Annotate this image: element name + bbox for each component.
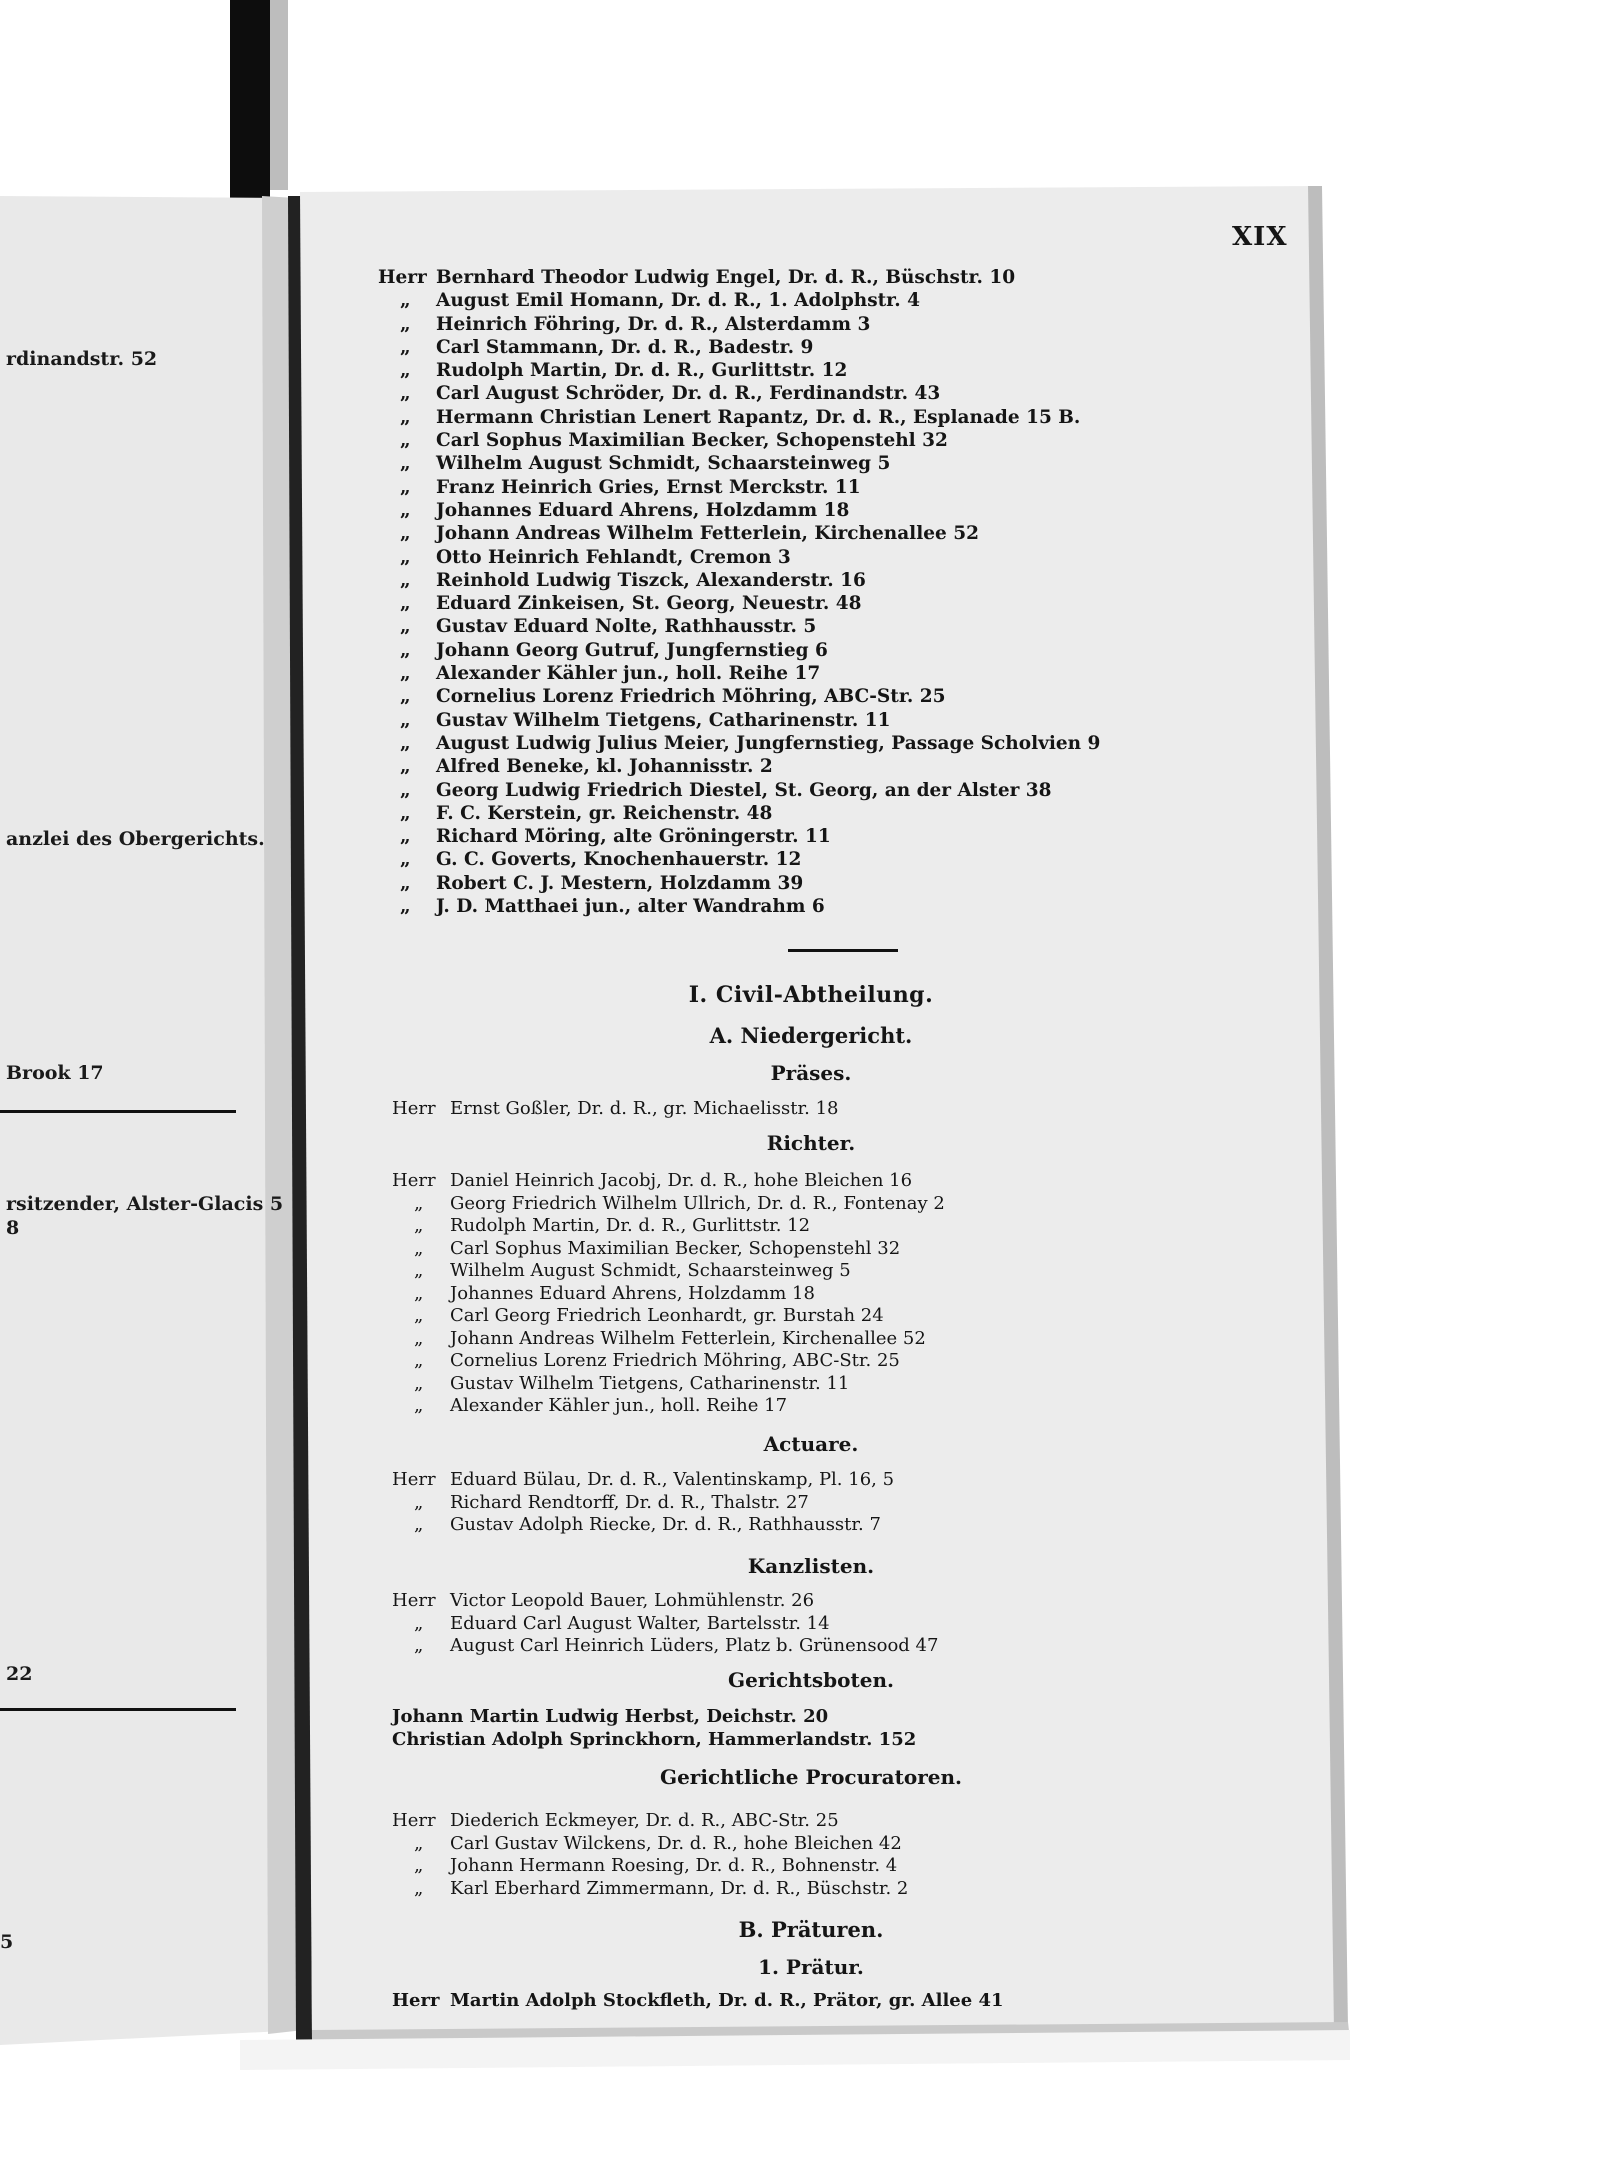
entry-prefix: „ [414,1215,424,1236]
left-divider [0,1110,236,1113]
left-fragment: anzlei des Obergerichts. [6,828,265,850]
entry-text: Gustav Adolph Riecke, Dr. d. R., Rathhausstr. 7 [450,1514,881,1535]
list-item [378,313,1100,336]
entry-prefix: „ [400,499,411,521]
list-item [378,522,1100,545]
list-item [392,1833,908,1856]
entry-text: Diederich Eckmeyer, Dr. d. R., ABC-Str. 25 [450,1810,839,1831]
list-item [392,1990,1004,2013]
entry-prefix: „ [400,756,411,778]
entry-prefix: „ [414,1237,424,1259]
list-item [392,1238,945,1261]
list-item [378,592,1100,615]
list-item [392,1855,908,1878]
entry-text: Christian Adolph Sprinckhorn, Hammerlandstr. 152 [392,1728,917,1750]
entry-text: August Ludwig Julius Meier, Jungfernstieg, Passage Scholvien 9 [436,732,1101,754]
entry-prefix: „ [400,663,411,685]
richter-list [392,1170,945,1418]
entry-prefix: „ [400,430,411,452]
entry-text: Johann Andreas Wilhelm Fetterlein, Kirchenallee 52 [436,523,979,545]
entry-prefix: „ [400,523,411,545]
entry-prefix: „ [414,1491,424,1513]
entry-text: Eduard Bülau, Dr. d. R., Valentinskamp, Pl. 16, 5 [450,1469,895,1490]
list-item [392,1492,894,1515]
entry-prefix: „ [400,639,411,661]
entry-text: Richard Rendtorff, Dr. d. R., Thalstr. 27 [450,1491,809,1513]
entry-text: Johann Martin Ludwig Herbst, Deichstr. 20 [392,1706,829,1727]
entry-prefix: „ [414,1327,424,1349]
entry-text: Georg Friedrich Wilhelm Ullrich, Dr. d. R., Fontenay 2 [450,1192,945,1214]
list-item [378,266,1100,289]
entry-text: Otto Heinrich Fehlandt, Cremon 3 [436,546,791,568]
list-item [392,1283,945,1306]
entry-text: August Carl Heinrich Lüders, Platz b. Grünensood 47 [450,1635,939,1656]
entry-text: Gustav Eduard Nolte, Rathhausstr. 5 [436,616,817,638]
left-fragment: 5 [0,1931,14,1953]
entry-prefix: „ [400,802,411,824]
entry-prefix: „ [400,290,411,312]
entry-text: Reinhold Ludwig Tiszck, Alexanderstr. 16 [436,569,866,591]
entry-text: Alfred Beneke, kl. Johannisstr. 2 [436,756,773,778]
entry-text: J. D. Matthaei jun., alter Wandrahm 6 [436,896,825,918]
kanzlisten-list [392,1590,938,1658]
entry-text: Wilhelm August Schmidt, Schaarsteinweg 5 [450,1260,851,1281]
entry-prefix: „ [400,569,411,591]
entry-text: Georg Ludwig Friedrich Diestel, St. Georg, an der Alster 38 [436,779,1052,801]
entry-prefix: Herr [392,1590,436,1611]
list-item [378,429,1100,452]
praeturen-heading: B. Präturen. [738,1917,884,1942]
entry-prefix: „ [400,826,411,848]
list-item [392,1215,945,1238]
procuratoren-list [392,1810,908,1900]
entry-text: Carl August Schröder, Dr. d. R., Ferdinandstr. 43 [436,383,941,405]
entry-text: Johann Georg Gutruf, Jungfernstieg 6 [436,639,828,661]
entry-prefix: „ [400,872,411,894]
entry-text: Johann Hermann Roesing, Dr. d. R., Bohnenstr. 4 [450,1855,898,1876]
entry-prefix: „ [400,406,411,428]
entry-prefix: „ [400,360,411,382]
list-item [378,569,1100,592]
entry-prefix: „ [400,453,411,475]
list-item [378,639,1100,662]
list-item [392,1395,945,1418]
entry-text: Ernst Goßler, Dr. d. R., gr. Michaelisstr. 18 [450,1098,839,1119]
entry-text: F. C. Kerstein, gr. Reichenstr. 48 [436,802,773,824]
list-item [392,1635,938,1658]
praetur1-heading: 1. Prätur. [758,1955,864,1979]
list-item [378,732,1100,755]
niedergericht-heading: A. Niedergericht. [709,1023,913,1048]
entry-text: Robert C. J. Mestern, Holzdamm 39 [436,872,804,894]
list-item [392,1514,894,1537]
entry-prefix: Herr [392,1990,440,2011]
praetur1-list [392,1990,1004,2013]
entry-text: Rudolph Martin, Dr. d. R., Gurlittstr. 12 [436,360,848,382]
list-item [392,1810,908,1833]
entry-text: Carl Stammann, Dr. d. R., Badestr. 9 [436,336,814,358]
list-item [392,1170,945,1193]
list-item [378,546,1100,569]
entry-prefix: Herr [392,1170,436,1191]
list-item [378,848,1100,871]
entry-prefix: „ [414,1372,424,1394]
intro-list [378,266,1100,918]
list-item [392,1706,916,1729]
entry-text: Victor Leopold Bauer, Lohmühlenstr. 26 [450,1590,815,1611]
entry-prefix: „ [414,1514,424,1535]
list-item [378,406,1100,429]
entry-text: Eduard Carl August Walter, Bartelsstr. 14 [450,1612,830,1634]
praeses-list [392,1098,838,1121]
list-item [378,802,1100,825]
entry-prefix: „ [414,1635,424,1656]
list-item [392,1469,894,1492]
entry-prefix: Herr [392,1098,436,1119]
entry-text: Carl Sophus Maximilian Becker, Schopenstehl 32 [436,430,948,452]
entry-prefix: „ [414,1260,424,1281]
list-item [378,452,1100,475]
praeses-heading: Präses. [770,1061,852,1085]
list-item [378,359,1100,382]
page-number: XIX [1232,222,1288,252]
entry-prefix: „ [414,1305,424,1326]
list-item [392,1260,945,1283]
entry-text: Bernhard Theodor Ludwig Engel, Dr. d. R., Büschstr. 10 [436,267,1016,288]
entry-prefix: „ [400,593,411,615]
list-item [378,615,1100,638]
kanzlisten-heading: Kanzlisten. [747,1554,875,1578]
entry-prefix: „ [400,896,411,918]
entry-prefix: Herr [392,1469,436,1490]
gerichtsboten-list [392,1706,916,1751]
entry-text: Hermann Christian Lenert Rapantz, Dr. d. R., Esplanade 15 B. [436,406,1081,428]
entry-prefix: „ [414,1282,424,1304]
list-item [378,685,1100,708]
list-item [392,1350,945,1373]
entry-text: Franz Heinrich Gries, Ernst Merckstr. 11 [436,476,861,498]
left-fragment: 22 [6,1663,33,1685]
list-item [378,872,1100,895]
entry-prefix: „ [400,709,411,731]
entry-text: Karl Eberhard Zimmermann, Dr. d. R., Büschstr. 2 [450,1877,909,1899]
entry-prefix: „ [414,1877,424,1899]
entry-text: Daniel Heinrich Jacobj, Dr. d. R., hohe Bleichen 16 [450,1170,913,1191]
entry-text: Johannes Eduard Ahrens, Holzdamm 18 [450,1282,815,1304]
entry-text: Johann Andreas Wilhelm Fetterlein, Kirchenallee 52 [450,1327,926,1349]
entry-prefix: „ [400,546,411,568]
entry-text: Eduard Zinkeisen, St. Georg, Neuestr. 48 [436,593,862,615]
entry-text: Gustav Wilhelm Tietgens, Catharinenstr. 11 [450,1372,850,1394]
list-item [392,1613,938,1636]
entry-text: Carl Sophus Maximilian Becker, Schopenstehl 32 [450,1237,901,1259]
entry-text: Alexander Kähler jun., holl. Reihe 17 [450,1395,788,1416]
list-item [378,895,1100,918]
entry-prefix: „ [400,476,411,498]
entry-prefix: „ [400,616,411,638]
entry-prefix: Herr [378,267,427,288]
entry-text: Carl Gustav Wilckens, Dr. d. R., hohe Bleichen 42 [450,1832,902,1854]
entry-prefix: „ [414,1855,424,1876]
entry-prefix: „ [400,849,411,871]
actuare-heading: Actuare. [763,1432,859,1456]
list-item [378,289,1100,312]
section-divider [788,949,898,952]
list-item [392,1098,838,1121]
entry-text: Richard Möring, alte Gröningerstr. 11 [436,826,831,848]
entry-prefix: Herr [392,1810,436,1831]
entry-text: Cornelius Lorenz Friedrich Möhring, ABC-Str. 25 [436,686,946,708]
entry-prefix: „ [400,336,411,358]
list-item [392,1590,938,1613]
list-item [378,382,1100,405]
entry-text: Gustav Wilhelm Tietgens, Catharinenstr. 11 [436,709,891,731]
list-item [378,825,1100,848]
entry-prefix: „ [414,1192,424,1214]
entry-text: August Emil Homann, Dr. d. R., 1. Adolphstr. 4 [436,290,920,312]
richter-heading: Richter. [766,1131,856,1155]
list-item [378,499,1100,522]
left-fragment: Brook 17 [6,1062,104,1084]
entry-prefix: „ [400,383,411,405]
entry-text: Martin Adolph Stockfleth, Dr. d. R., Prätor, gr. Allee 41 [450,1990,1004,2011]
list-item [378,476,1100,499]
left-fragment: 8 [6,1217,20,1239]
entry-prefix: „ [400,732,411,754]
entry-prefix: „ [400,313,411,335]
entry-text: Heinrich Föhring, Dr. d. R., Alsterdamm 3 [436,313,871,335]
list-item [392,1328,945,1351]
list-item [392,1193,945,1216]
civil-heading: I. Civil-Abtheilung. [688,982,934,1008]
list-item [392,1305,945,1328]
entry-text: Alexander Kähler jun., holl. Reihe 17 [436,663,821,685]
entry-text: Carl Georg Friedrich Leonhardt, gr. Burstah 24 [450,1305,884,1326]
list-item [378,709,1100,732]
list-item [392,1729,916,1752]
list-item [392,1373,945,1396]
left-divider [0,1708,236,1711]
actuare-list [392,1469,894,1537]
left-fragment: rsitzender, Alster-Glacis 5 [6,1193,284,1215]
list-item [378,779,1100,802]
entry-prefix: „ [414,1350,424,1371]
list-item [378,662,1100,685]
entry-text: Johannes Eduard Ahrens, Holzdamm 18 [436,499,850,521]
entry-text: Wilhelm August Schmidt, Schaarsteinweg 5 [436,453,891,475]
list-item [392,1878,908,1901]
entry-prefix: „ [400,686,411,708]
entry-prefix: „ [414,1832,424,1854]
entry-prefix: „ [414,1395,424,1416]
entry-prefix: „ [400,779,411,801]
gerichtsboten-heading: Gerichtsboten. [728,1668,894,1692]
entry-text: Cornelius Lorenz Friedrich Möhring, ABC-Str. 25 [450,1350,900,1371]
entry-text: Rudolph Martin, Dr. d. R., Gurlittstr. 12 [450,1215,811,1236]
procuratoren-heading: Gerichtliche Procuratoren. [660,1765,962,1789]
entry-text: G. C. Goverts, Knochenhauerstr. 12 [436,849,802,871]
entry-prefix: „ [414,1612,424,1634]
left-fragment: rdinandstr. 52 [6,348,158,370]
list-item [378,336,1100,359]
list-item [378,755,1100,778]
